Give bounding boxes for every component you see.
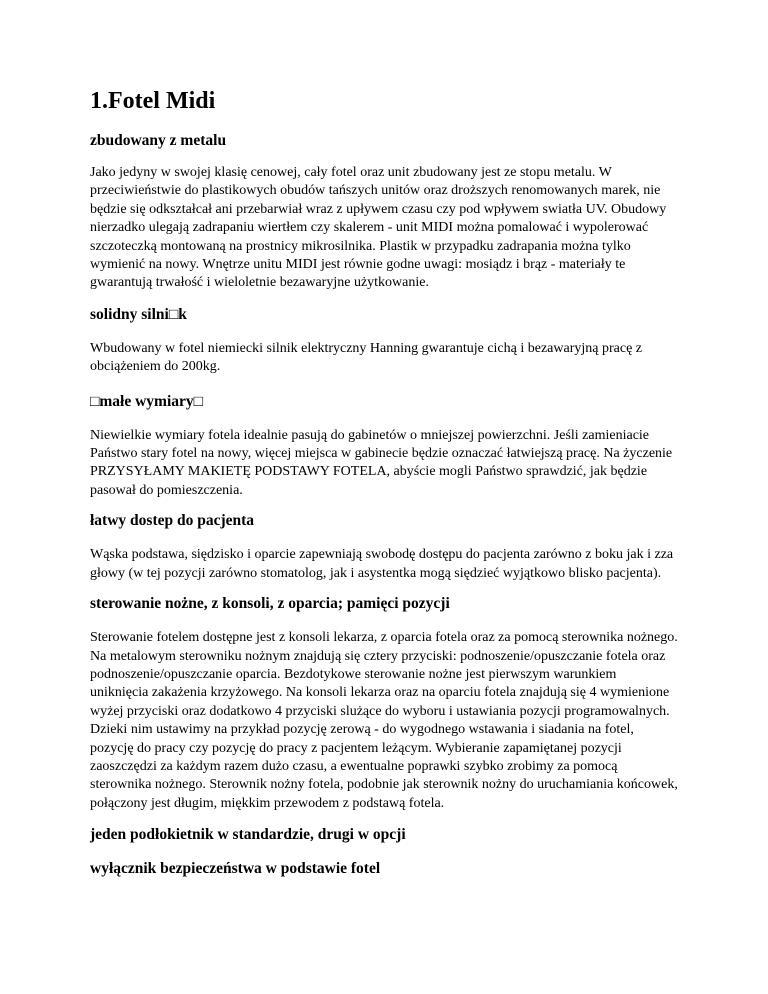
document-title: 1.Fotel Midi — [90, 88, 216, 114]
section-body-controls: Sterowanie fotelem dostępne jest z konsoli lekarza, z oparcia fotela oraz za pomocą sterownika nożnego. Na metalowym sterowniku nożnym znajdują się cztery przyciski: podnoszenie/opuszczanie fotela oraz podnoszenie/opuszczanie oparcia. Bezdotykowe sterowanie nożne jest pierwszym warunkiem uniknięcia zakażenia krzyżowego. Na konsoli lekarza oraz na oparciu fotela znajdują się 4 wymienione wyżej przyciski oraz dodatkowo 4 przyciski slużące do wyboru i ustawiania pozycji programowalnych. Dzieki nim ustawimy na przykład pozycję zerową - do wygodnego wstawania i siadania na fotel, pozycję do pracy czy pozycję do pracy z pacjentem leżącym. Wybieranie zapamiętanej pozycji zaoszczędzi za każdym razem dużo czasu, a ewentualne poprawki szybko zrobimy za pomocą sterownika nożnego. Sterownik nożny fotela, podobnie jak sterownik nożny do uruchamiania końcowek, połączony jest długim, miękkim przewodem z podstawą fotela. — [90, 630, 678, 811]
section-heading-controls: sterowanie nożne, z konsoli, z oparcia; pamięci pozycji — [90, 595, 450, 613]
section-heading-metal: zbudowany z metalu — [90, 132, 227, 149]
section-body-engine: Wbudowany w fotel niemiecki silnik elektryczny Hanning gwarantuje cichą i bezawaryjną pracę z obciążeniem do 200kg. — [90, 340, 642, 375]
section-body-dimensions: Niewielkie wymiary fotela idealnie pasują do gabinetów o mniejszej powierzchni. Jeśli zamieniacie Państwo stary fotel na nowy, więcej miejsca w gabinecie będzie oznaczać łatwiejszą pracę. Na życzenie PRZYSYŁAMY MAKIETĘ PODSTAWY FOTELA, abyście mogli Państwo sprawdzić, jak będzie pasował do pomieszczenia. — [90, 427, 673, 498]
section-heading-patient-access: łatwy dostep do pacjenta — [90, 512, 255, 530]
section-heading-dimensions: □małe wymiary□ — [90, 392, 203, 410]
section-body-patient-access: Wąska podstawa, siędzisko i oparcie zapewniają swobodę dostępu do pacjenta zarówno z boku jak i zza głowy (w tej pozycji zarówno stomatolog, jak i asystentka mogą siędzieć wyjątkowo blisko pacjenta). — [90, 547, 674, 581]
section-heading-armrest: jeden podłokietnik w standardzie, drugi w opcji — [90, 826, 406, 844]
section-heading-engine: solidny silni□k — [90, 305, 187, 323]
section-body-metal: Jako jedyny w swojej klasię cenowej, cały fotel oraz unit zbudowany jest ze stopu metalu. W przeciwieństwie do plastikowych obudów tańszych unitów oraz droższych renomowanych marek, nie będzie się odkształcał ani przebarwiał wraz z upływem czasu czy pod wpływem swiatła UV. Obudowy nierzadko ulegają zadrapaniu wiertłem czy skalerem - unit MIDI można pomalować i wypolerować szczoteczką montowaną na prostnicy mikrosilnika. Plastik w przypadku zadrapania można tylko wymienić na nowy. Wnętrze unitu MIDI jest równie godne uwagi: mosiądz i brąz - materiały te gwarantują trwałość i wieloletnie bezawaryjne użytkowanie. — [90, 165, 667, 291]
section-heading-safety-switch: wyłącznik bezpieczeństwa w podstawie fotel — [90, 860, 381, 878]
